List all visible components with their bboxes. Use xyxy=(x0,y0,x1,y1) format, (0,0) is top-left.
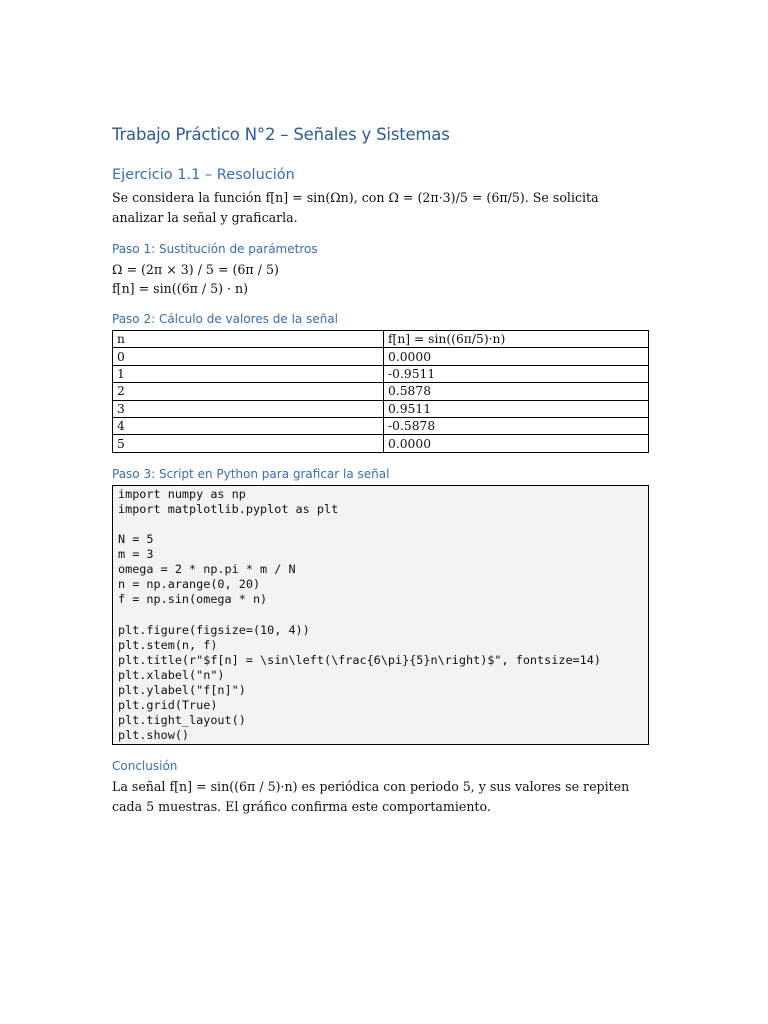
code-line: plt.stem(n, f) xyxy=(118,637,218,652)
table-cell-value: 0.9511 xyxy=(384,400,649,417)
code-line: omega = 2 * np.pi * m / N xyxy=(118,562,296,577)
step1-heading: Paso 1: Sustitución de parámetros xyxy=(112,242,318,256)
document-page xyxy=(112,124,649,817)
code-line: f = np.sin(omega * n) xyxy=(118,592,268,607)
table-header-cell: n xyxy=(113,331,384,348)
table-cell-n: 3 xyxy=(113,400,384,417)
conclusion-paragraph: La señal f[n] = sin((6π / 5)·n) es periódica con periodo 5, y sus valores se repiten cada 5 muestras. El gráfico confirma este comportamiento. xyxy=(112,779,630,815)
table-row xyxy=(113,348,649,365)
values-table xyxy=(112,330,649,453)
step1-line-omega: Ω = (2π × 3) / 5 = (6π / 5) xyxy=(112,262,279,277)
table-cell-value: 0.0000 xyxy=(384,348,649,365)
table-cell-n: 4 xyxy=(113,417,384,434)
code-line: plt.grid(True) xyxy=(118,698,218,713)
table-cell-n: 1 xyxy=(113,365,384,382)
table-header-cell: f[n] = sin((6π/5)·n) xyxy=(384,331,649,348)
table-cell-n: 5 xyxy=(113,435,384,452)
table-row xyxy=(113,383,649,400)
code-line: plt.tight_layout() xyxy=(118,713,246,728)
code-line: m = 3 xyxy=(118,547,154,562)
code-line: plt.xlabel("n") xyxy=(118,667,225,682)
table-row xyxy=(113,400,649,417)
code-line: N = 5 xyxy=(118,532,154,547)
table-cell-value: 0.0000 xyxy=(384,435,649,452)
conclusion-heading: Conclusión xyxy=(112,759,178,774)
code-line xyxy=(118,607,643,622)
step2-heading: Paso 2: Cálculo de valores de la señal xyxy=(112,312,339,326)
code-line xyxy=(118,517,643,532)
table-row xyxy=(113,365,649,382)
exercise-heading: Ejercicio 1.1 – Resolución xyxy=(112,167,295,183)
code-line: plt.title(r"$f[n] = \sin\left(\frac{6\pi}{5}n\right)$", fontsize=14) xyxy=(118,652,601,667)
table-cell-value: -0.9511 xyxy=(384,365,649,382)
table-cell-value: -0.5878 xyxy=(384,417,649,434)
step1-line-function: f[n] = sin((6π / 5) · n) xyxy=(112,281,249,296)
table-row xyxy=(113,435,649,452)
page-title: Trabajo Práctico N°2 – Señales y Sistemas xyxy=(112,125,450,144)
code-line: n = np.arange(0, 20) xyxy=(118,577,261,592)
code-line: import numpy as np xyxy=(118,486,246,501)
table-cell-n: 2 xyxy=(113,383,384,400)
code-line: plt.show() xyxy=(118,728,190,743)
code-line: plt.ylabel("f[n]") xyxy=(118,682,246,697)
table-cell-n: 0 xyxy=(113,348,384,365)
code-line: import matplotlib.pyplot as plt xyxy=(118,501,339,516)
code-block xyxy=(112,485,649,746)
table-header-row xyxy=(113,331,649,348)
intro-paragraph: Se considera la función f[n] = sin(Ωn), con Ω = (2π·3)/5 = (6π/5). Se solicita analizar la señal y graficarla. xyxy=(112,190,599,225)
table-cell-value: 0.5878 xyxy=(384,383,649,400)
step3-heading: Paso 3: Script en Python para graficar la señal xyxy=(112,466,390,481)
code-line: plt.figure(figsize=(10, 4)) xyxy=(118,622,310,637)
table-row xyxy=(113,417,649,434)
